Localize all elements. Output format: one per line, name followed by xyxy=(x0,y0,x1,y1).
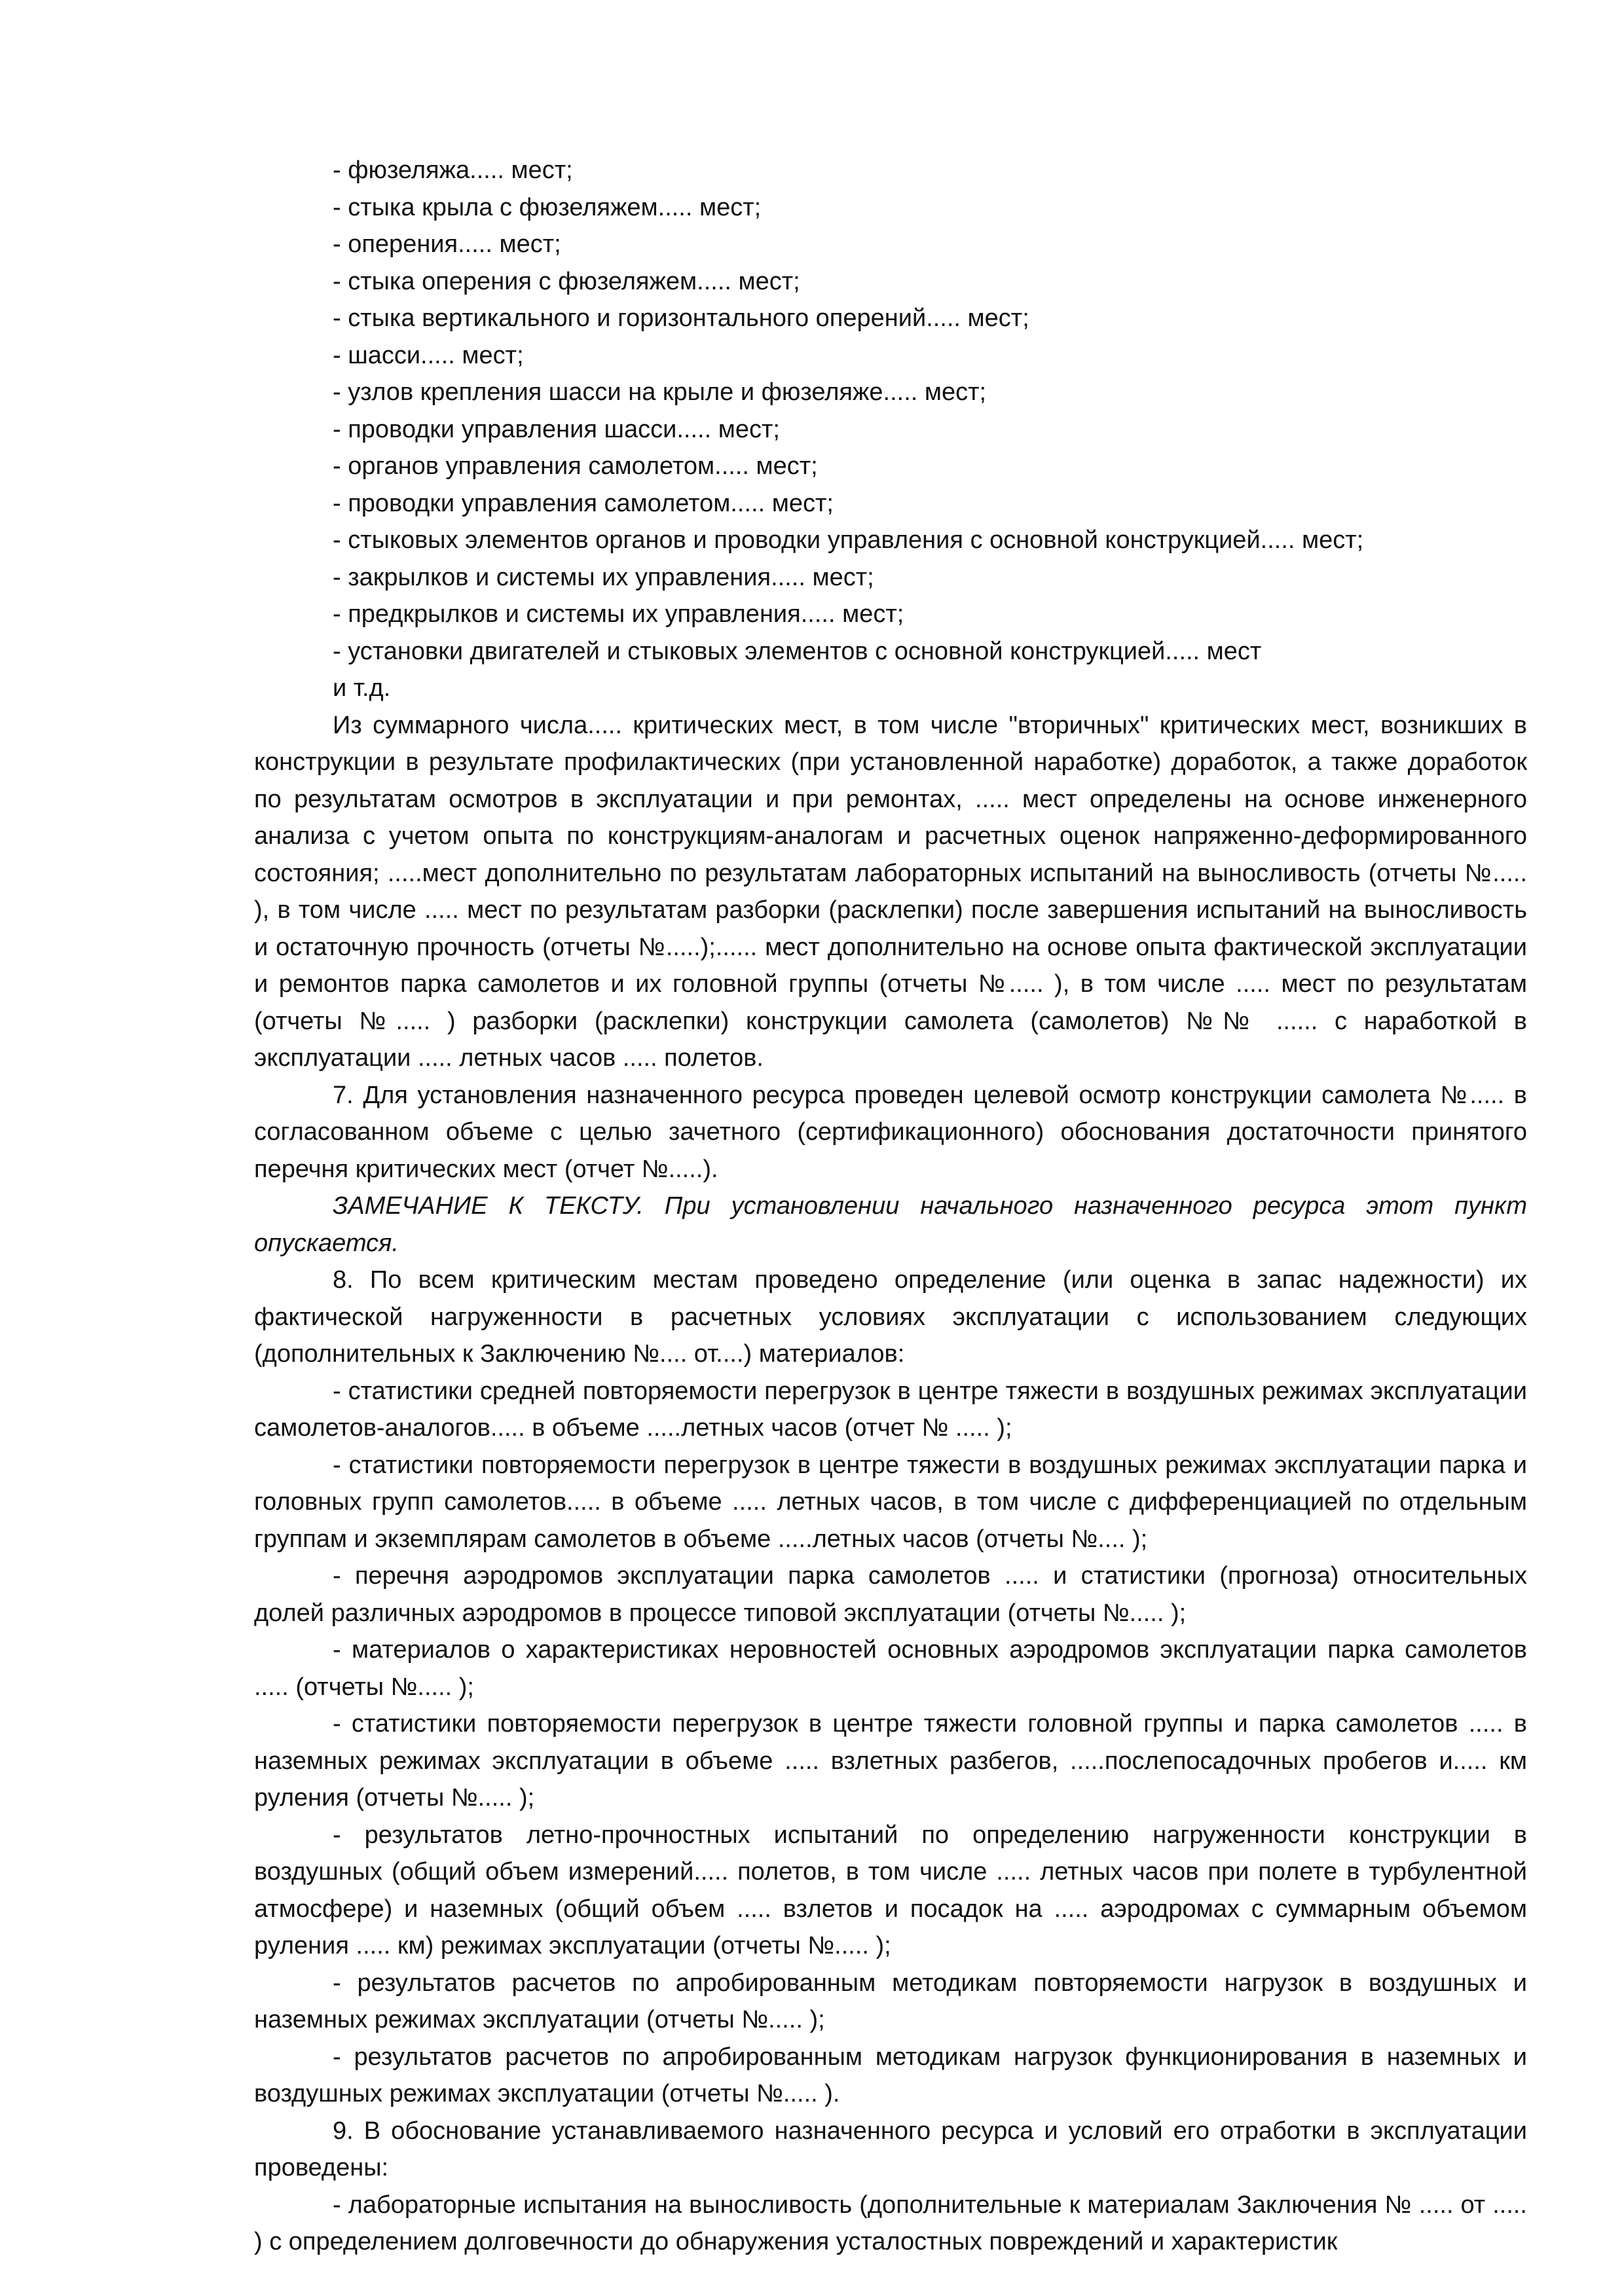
paragraph-sub-item: - материалов о характеристиках неровностей основных аэродромов эксплуатации парка самолетов ..... (отчеты №..... ); xyxy=(254,1636,1527,1701)
list-item: - стыка оперения с фюзеляжем..... мест; xyxy=(333,267,800,295)
list-item: - предкрылков и системы их управления..... мест; xyxy=(333,600,904,628)
list-item: - органов управления самолетом..... мест; xyxy=(333,452,818,480)
list-item: - проводки управления самолетом..... мест; xyxy=(333,489,834,517)
paragraph-sub-item: - результатов летно-прочностных испытаний по определению нагруженности конструкции в воздушных (общий объем измерений..... полетов, в том числе ..... летных часов при полете в турбулентной атмосфере) и наземных (общий объем ..... взлетов и посадок на ..... аэродромах с суммарным объемом руления ..... км) режимах эксплуатации (отчеты №..... ); xyxy=(254,1821,1527,1959)
paragraph-item-9: 9. В обоснование устанавливаемого назначенного ресурса и условий его отработки в эксплуатации проведены: xyxy=(254,2117,1527,2181)
list-item: - проводки управления шасси..... мест; xyxy=(333,415,780,443)
list-item: - фюзеляжа..... мест; xyxy=(333,156,573,184)
list-item: - стыковых элементов органов и проводки управления с основной конструкцией..... мест; xyxy=(333,526,1364,554)
paragraph-item-7: 7. Для установления назначенного ресурса проведен целевой осмотр конструкции самолета №..... в согласованном объеме с целью зачетного (сертификационного) обоснования достаточности принятого перечня критических мест (отчет №.....). xyxy=(254,1081,1527,1183)
list-item: - установки двигателей и стыковых элементов с основной конструкцией..... мест xyxy=(333,637,1262,665)
paragraph-sub-item: - результатов расчетов по апробированным методикам нагрузок функционирования в наземных и воздушных режимах эксплуатации (отчеты №..... ). xyxy=(254,2043,1527,2107)
list-item: и т.д. xyxy=(333,674,391,702)
paragraph-sub-item: - результатов расчетов по апробированным методикам повторяемости нагрузок в воздушных и наземных режимах эксплуатации (отчеты №..... ); xyxy=(254,1969,1527,2033)
paragraph-sub-item: - лабораторные испытания на выносливость (дополнительные к материалам Заключения № ..... от ..... ) с определением долговечности до обнаружения усталостных повреждений и характеристик xyxy=(254,2191,1527,2255)
paragraph-sub-item: - статистики повторяемости перегрузок в центре тяжести в воздушных режимах эксплуатации парка и головных групп самолетов..... в объеме ..... летных часов, в том числе с дифференциацией по отдельным группам и экземплярам самолетов в объеме .....летных часов (отчеты №.... ); xyxy=(254,1451,1527,1553)
paragraph-sub-item: - статистики повторяемости перегрузок в центре тяжести головной группы и парка самолетов ..... в наземных режимах эксплуатации в объеме ..... взлетных разбегов, .....послепосадочных пробегов и..... км руления (отчеты №..... ); xyxy=(254,1710,1527,1812)
list-item: - шасси..... мест; xyxy=(333,341,524,369)
critical-places-list xyxy=(254,152,1527,707)
paragraph-sub-item: - перечня аэродромов эксплуатации парка самолетов ..... и статистики (прогноза) относительных долей различных аэродромов в процессе типовой эксплуатации (отчеты №..... ); xyxy=(254,1562,1527,1627)
paragraph-sub-item: - статистики средней повторяемости перегрузок в центре тяжести в воздушных режимах эксплуатации самолетов-аналогов..... в объеме .....летных часов (отчет № ..... ); xyxy=(254,1377,1527,1442)
list-item: - закрылков и системы их управления..... мест; xyxy=(333,563,874,591)
paragraph-critical-places-summary: Из суммарного числа..... критических мест, в том числе "вторичных" критических мест, возникших в конструкции в результате профилактических (при установленной наработке) доработок, а также доработок по результатам осмотров в эксплуатации и при ремонтах, ..... мест определены на основе инженерного анализа с учетом опыта по конструкциям-аналогам и расчетных оценок напряженно-деформированного состояния; .....мест дополнительно по результатам лабораторных испытаний на выносливость (отчеты №..... ), в том числе ..... мест по результатам разборки (расклепки) после завершения испытаний на выносливость и остаточную прочность (отчеты №.....);...... мест дополнительно на основе опыта фактической эксплуатации и ремонтов парка самолетов и их головной группы (отчеты №..... ), в том числе ..... мест по результатам (отчеты №..... ) разборки (расклепки) конструкции самолета (самолетов) №№ ...... с наработкой в эксплуатации ..... летных часов ..... полетов. xyxy=(254,711,1527,1072)
list-item: - стыка крыла с фюзеляжем..... мест; xyxy=(333,193,762,221)
list-item: - стыка вертикального и горизонтального оперений..... мест; xyxy=(333,304,1029,332)
list-item: - узлов крепления шасси на крыле и фюзеляже..... мест; xyxy=(333,378,987,406)
paragraph-text-note: ЗАМЕЧАНИЕ К ТЕКСТУ. При установлении начального назначенного ресурса этот пункт опускается. xyxy=(254,1192,1527,1257)
paragraph-item-8: 8. По всем критическим местам проведено определение (или оценка в запас надежности) их фактической нагруженности в расчетных условиях эксплуатации с использованием следующих (дополнительных к Заключению №.... от....) материалов: xyxy=(254,1266,1527,1368)
list-item: - оперения..... мест; xyxy=(333,230,561,258)
document-body xyxy=(254,152,1527,2261)
